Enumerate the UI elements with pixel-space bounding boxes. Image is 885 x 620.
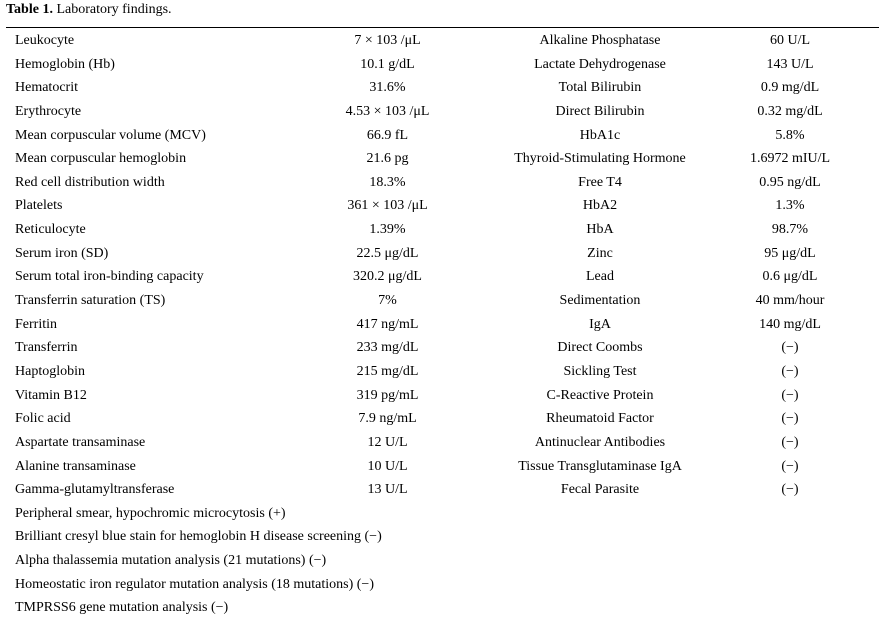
test-name-right: Rheumatoid Factor <box>546 411 654 427</box>
test-value-right: 98.7% <box>771 222 809 238</box>
test-name-left: Mean corpuscular hemoglobin <box>15 151 187 167</box>
test-value-left: 361 × 103 /μL <box>347 198 428 214</box>
test-value-left: 417 ng/mL <box>356 316 419 332</box>
test-value-right: 0.95 ng/dL <box>759 174 821 190</box>
table-row <box>0 147 885 171</box>
table-caption-text: Laboratory findings. <box>52 2 172 17</box>
table-row <box>0 313 885 337</box>
test-name-right: Direct Coombs <box>557 340 643 356</box>
test-value-left: 22.5 μg/dL <box>356 245 419 261</box>
test-name-left: Transferrin saturation (TS) <box>15 293 166 309</box>
test-name-left: Mean corpuscular volume (MCV) <box>15 127 206 143</box>
test-value-left: 215 mg/dL <box>356 363 419 379</box>
test-value-left: 12 U/L <box>367 434 408 450</box>
lab-findings-table <box>0 29 885 620</box>
test-name-left: Erythrocyte <box>15 103 82 119</box>
table-note: TMPRSS6 gene mutation analysis (−) <box>15 600 229 616</box>
test-name-left: Gamma-glutamyltransferase <box>15 482 175 498</box>
table-row <box>0 265 885 289</box>
test-value-left: 18.3% <box>369 174 406 190</box>
test-name-right: HbA <box>586 222 614 238</box>
test-value-right: 60 U/L <box>769 33 811 48</box>
test-value-right: 0.9 mg/dL <box>760 80 820 96</box>
test-name-left: Serum total iron-binding capacity <box>15 269 204 285</box>
test-value-left: 4.53 × 103 /μL <box>345 103 430 119</box>
test-name-right: Total Bilirubin <box>558 80 642 96</box>
test-name-left: Serum iron (SD) <box>15 245 109 261</box>
test-value-right: 143 U/L <box>766 56 814 72</box>
test-name-right: Lactate Dehydrogenase <box>534 56 666 72</box>
table-row <box>0 194 885 218</box>
table-row <box>0 336 885 360</box>
table-row <box>0 289 885 313</box>
test-value-left: 7.9 ng/mL <box>358 411 417 427</box>
test-value-right: 0.6 μg/dL <box>762 269 818 285</box>
test-name-left: Transferrin <box>15 340 78 356</box>
table-row <box>0 29 885 53</box>
test-name-right: Zinc <box>587 245 613 261</box>
test-value-left: 10 U/L <box>367 458 408 474</box>
test-value-right: 5.8% <box>775 127 805 143</box>
test-name-left: Hemoglobin (Hb) <box>15 56 115 72</box>
table-row <box>0 100 885 124</box>
test-value-right: (−) <box>781 411 799 427</box>
test-value-right: 0.32 mg/dL <box>757 103 823 119</box>
test-value-right: (−) <box>781 387 799 403</box>
test-value-left: 7% <box>378 293 397 309</box>
table-caption <box>6 2 172 18</box>
test-name-left: Reticulocyte <box>15 222 86 238</box>
table-row <box>0 218 885 242</box>
table-row <box>0 124 885 148</box>
table-row <box>0 76 885 100</box>
test-value-left: 31.6% <box>369 80 406 96</box>
test-name-left: Aspartate transaminase <box>15 434 146 450</box>
test-name-right: Lead <box>586 269 614 285</box>
test-name-right: Free T4 <box>578 174 622 190</box>
test-name-right: IgA <box>589 316 611 332</box>
table-row <box>0 478 885 502</box>
test-value-left: 21.6 pg <box>366 151 409 167</box>
test-value-left: 319 pg/mL <box>356 387 419 403</box>
table-row <box>0 53 885 77</box>
table-note: Homeostatic iron regulator mutation analysis (18 mutations) (−) <box>15 576 374 592</box>
test-name-left: Leukocyte <box>15 33 75 48</box>
table-row <box>0 431 885 455</box>
test-name-right: Thyroid-Stimulating Hormone <box>514 151 686 167</box>
test-name-right: Fecal Parasite <box>560 482 640 498</box>
test-value-right: 1.6972 mIU/L <box>749 151 831 167</box>
test-value-left: 1.39% <box>369 222 406 238</box>
table-row <box>0 242 885 266</box>
test-name-left: Red cell distribution width <box>15 174 165 190</box>
test-name-left: Haptoglobin <box>15 363 85 379</box>
test-value-right: (−) <box>781 363 799 379</box>
test-value-left: 10.1 g/dL <box>360 56 415 72</box>
test-name-right: Sickling Test <box>563 363 637 379</box>
table-row <box>0 384 885 408</box>
table-note: Brilliant cresyl blue stain for hemoglobin H disease screening (−) <box>15 529 382 545</box>
table-row <box>0 455 885 479</box>
test-value-right: (−) <box>781 340 799 356</box>
test-value-left: 7 × 103 /μL <box>354 33 421 48</box>
test-name-right: Direct Bilirubin <box>555 103 645 119</box>
test-value-left: 66.9 fL <box>366 127 409 143</box>
test-value-right: (−) <box>781 458 799 474</box>
test-name-left: Ferritin <box>15 316 57 332</box>
test-value-left: 233 mg/dL <box>356 340 419 356</box>
table-note: Alpha thalassemia mutation analysis (21 mutations) (−) <box>15 553 327 569</box>
test-name-left: Vitamin B12 <box>15 387 87 403</box>
test-name-right: Antinuclear Antibodies <box>534 434 666 450</box>
test-value-right: 40 mm/hour <box>755 293 825 309</box>
table-top-rule <box>6 27 879 28</box>
test-name-left: Platelets <box>15 198 63 214</box>
table-row <box>0 407 885 431</box>
test-value-right: 95 μg/dL <box>764 245 816 261</box>
test-value-right: 1.3% <box>775 198 805 214</box>
test-name-right: Alkaline Phosphatase <box>539 33 661 48</box>
table-note: Peripheral smear, hypochromic microcytosis (+) <box>15 505 286 521</box>
test-name-right: HbA1c <box>579 127 621 143</box>
table-row <box>0 171 885 195</box>
test-value-left: 320.2 μg/dL <box>353 269 422 285</box>
test-value-right: (−) <box>781 482 799 498</box>
test-name-right: Tissue Transglutaminase IgA <box>518 458 682 474</box>
test-name-left: Folic acid <box>15 411 71 427</box>
test-value-left: 13 U/L <box>367 482 408 498</box>
table-caption-label: Table 1. <box>6 2 53 17</box>
test-value-right: 140 mg/dL <box>759 316 821 332</box>
test-name-right: C-Reactive Protein <box>546 387 654 403</box>
table-row <box>0 360 885 384</box>
test-name-left: Hematocrit <box>15 80 78 96</box>
test-value-right: (−) <box>781 434 799 450</box>
test-name-right: HbA2 <box>582 198 618 214</box>
test-name-right: Sedimentation <box>559 293 641 309</box>
test-name-left: Alanine transaminase <box>15 458 136 474</box>
